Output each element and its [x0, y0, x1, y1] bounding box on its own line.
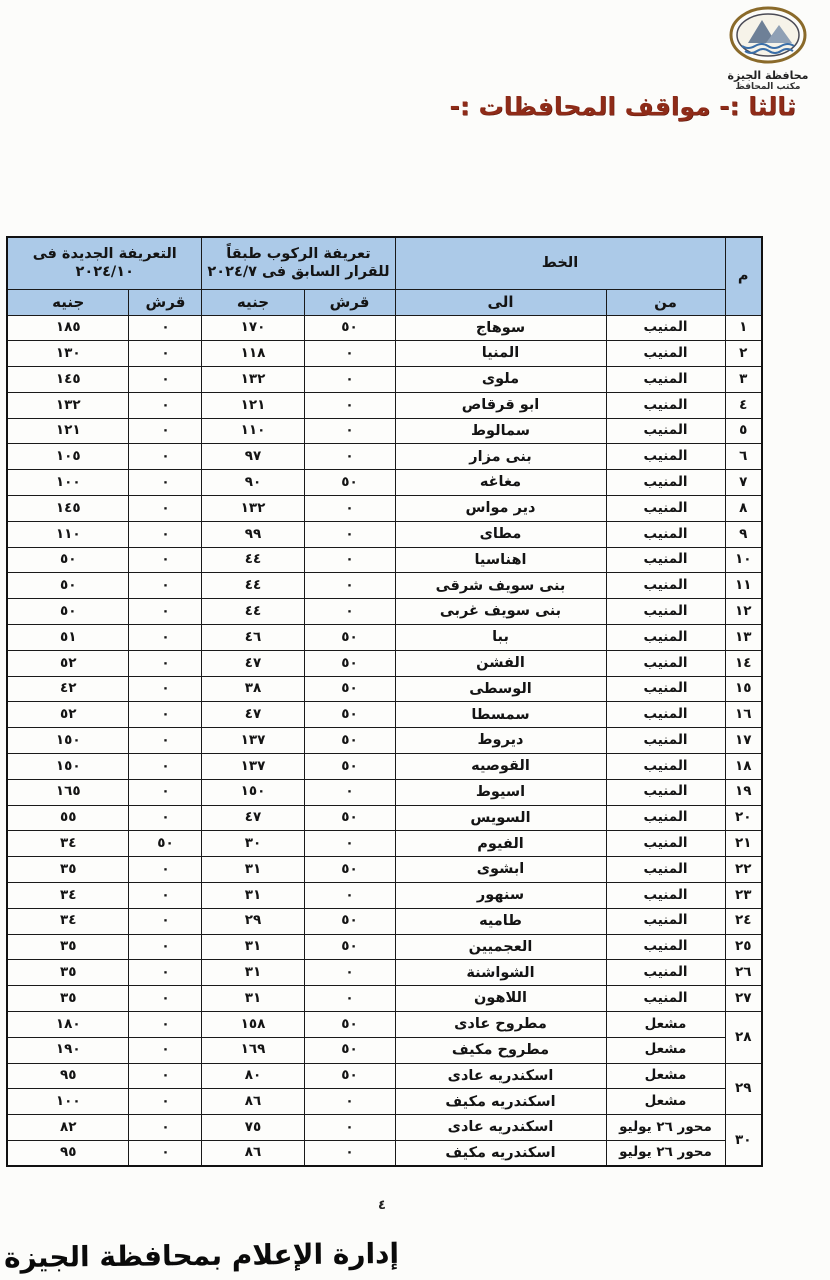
new-qirsh-cell: ٠	[129, 547, 202, 573]
new-genih-cell: ٤٢	[7, 676, 129, 702]
prev-genih-cell: ٢٩	[202, 908, 304, 934]
new-qirsh-cell: ٠	[129, 315, 202, 341]
table-row	[7, 392, 762, 418]
table-row	[7, 625, 762, 651]
row-number-cell: ١٤	[725, 650, 762, 676]
from-cell: المنيب	[606, 986, 725, 1012]
header-row-number: م	[725, 237, 762, 315]
logo-text-office: مكتب المحافظ	[735, 82, 801, 92]
prev-qirsh-cell: ٥٠	[304, 1063, 395, 1089]
new-genih-cell: ٣٥	[7, 857, 129, 883]
new-genih-cell: ٥٥	[7, 805, 129, 831]
prev-genih-cell: ٣١	[202, 883, 304, 909]
to-cell: اسيوط	[395, 779, 606, 805]
new-qirsh-cell: ٥٠	[129, 831, 202, 857]
table-row	[7, 883, 762, 909]
new-genih-cell: ١٨٥	[7, 315, 129, 341]
from-cell: محور ٢٦ يوليو	[606, 1141, 725, 1167]
row-number-cell: ٢١	[725, 831, 762, 857]
from-cell: المنيب	[606, 908, 725, 934]
prev-qirsh-cell: ٠	[304, 831, 395, 857]
prev-genih-cell: ١٣٢	[202, 496, 304, 522]
prev-genih-cell: ١٥٨	[202, 1012, 304, 1038]
prev-qirsh-cell: ٠	[304, 779, 395, 805]
giza-governorate-logo	[712, 6, 824, 92]
tariff-table-body	[7, 315, 762, 1166]
to-cell: مطاى	[395, 521, 606, 547]
new-qirsh-cell: ٠	[129, 857, 202, 883]
new-genih-cell: ١٠٥	[7, 444, 129, 470]
prev-genih-cell: ٣٨	[202, 676, 304, 702]
to-cell: الشواشنة	[395, 960, 606, 986]
to-cell: المنيا	[395, 341, 606, 367]
prev-genih-cell: ٣٠	[202, 831, 304, 857]
prev-qirsh-cell: ٥٠	[304, 1037, 395, 1063]
from-cell: المنيب	[606, 599, 725, 625]
table-row	[7, 573, 762, 599]
to-cell: سوهاج	[395, 315, 606, 341]
prev-qirsh-cell: ٠	[304, 599, 395, 625]
from-cell: المنيب	[606, 650, 725, 676]
new-genih-cell: ٥٠	[7, 547, 129, 573]
from-cell: مشعل	[606, 1063, 725, 1089]
prev-qirsh-cell: ٥٠	[304, 908, 395, 934]
row-number-cell: ١٢	[725, 599, 762, 625]
table-row	[7, 315, 762, 341]
table-row	[7, 857, 762, 883]
from-cell: المنيب	[606, 496, 725, 522]
from-cell: المنيب	[606, 392, 725, 418]
header-new-tariff: التعريفة الجديدة فى ٢٠٢٤/١٠	[7, 237, 202, 289]
new-genih-cell: ١٢١	[7, 418, 129, 444]
table-row	[7, 599, 762, 625]
row-number-cell: ١٦	[725, 702, 762, 728]
new-genih-cell: ١٦٥	[7, 779, 129, 805]
new-qirsh-cell: ٠	[129, 779, 202, 805]
table-row	[7, 676, 762, 702]
to-cell: مغاغه	[395, 470, 606, 496]
to-cell: بنى سويف شرقى	[395, 573, 606, 599]
from-cell: المنيب	[606, 676, 725, 702]
to-cell: طاميه	[395, 908, 606, 934]
row-number-cell: ١٥	[725, 676, 762, 702]
new-genih-cell: ٩٥	[7, 1063, 129, 1089]
new-genih-cell: ١٥٠	[7, 728, 129, 754]
new-genih-cell: ٣٤	[7, 883, 129, 909]
from-cell: مشعل	[606, 1089, 725, 1115]
pyramids-crest-icon	[728, 6, 808, 68]
from-cell: المنيب	[606, 960, 725, 986]
prev-genih-cell: ٤٧	[202, 650, 304, 676]
row-number-cell: ١٩	[725, 779, 762, 805]
row-number-cell: ١٣	[725, 625, 762, 651]
new-qirsh-cell: ٠	[129, 702, 202, 728]
row-number-cell: ١١	[725, 573, 762, 599]
new-genih-cell: ١١٠	[7, 521, 129, 547]
table-row	[7, 521, 762, 547]
to-cell: سمسطا	[395, 702, 606, 728]
prev-genih-cell: ١٣٢	[202, 367, 304, 393]
header-previous-tariff: تعريفة الركوب طبقاً للقرار السابق فى ٢٠٢٤/٧	[202, 237, 395, 289]
prev-genih-cell: ١١٨	[202, 341, 304, 367]
prev-qirsh-cell: ٠	[304, 418, 395, 444]
prev-qirsh-cell: ٥٠	[304, 934, 395, 960]
new-qirsh-cell: ٠	[129, 470, 202, 496]
new-genih-cell: ٣٥	[7, 934, 129, 960]
prev-qirsh-cell: ٥٠	[304, 470, 395, 496]
table-row	[7, 1012, 762, 1038]
prev-qirsh-cell: ٥٠	[304, 1012, 395, 1038]
prev-genih-cell: ٣١	[202, 960, 304, 986]
prev-genih-cell: ١٦٩	[202, 1037, 304, 1063]
prev-genih-cell: ٩٧	[202, 444, 304, 470]
table-row	[7, 908, 762, 934]
tariff-table	[6, 236, 763, 1167]
to-cell: اهناسيا	[395, 547, 606, 573]
from-cell: المنيب	[606, 702, 725, 728]
prev-genih-cell: ٤٦	[202, 625, 304, 651]
prev-genih-cell: ٧٥	[202, 1115, 304, 1141]
prev-qirsh-cell: ٠	[304, 392, 395, 418]
to-cell: اسكندريه عادى	[395, 1115, 606, 1141]
from-cell: المنيب	[606, 754, 725, 780]
table-row	[7, 1063, 762, 1089]
new-qirsh-cell: ٠	[129, 650, 202, 676]
to-cell: بنى مزار	[395, 444, 606, 470]
from-cell: المنيب	[606, 547, 725, 573]
from-cell: المنيب	[606, 831, 725, 857]
new-genih-cell: ١٨٠	[7, 1012, 129, 1038]
table-row	[7, 650, 762, 676]
prev-qirsh-cell: ٠	[304, 367, 395, 393]
prev-qirsh-cell: ٠	[304, 547, 395, 573]
header-from: من	[606, 289, 725, 315]
to-cell: الوسطى	[395, 676, 606, 702]
prev-genih-cell: ٨٦	[202, 1089, 304, 1115]
new-genih-cell: ١٣٢	[7, 392, 129, 418]
logo-text-governorate: محافظة الجيزة	[727, 69, 809, 82]
table-row	[7, 1037, 762, 1063]
new-qirsh-cell: ٠	[129, 625, 202, 651]
from-cell: المنيب	[606, 444, 725, 470]
new-qirsh-cell: ٠	[129, 960, 202, 986]
to-cell: سمالوط	[395, 418, 606, 444]
row-number-cell: ٢٥	[725, 934, 762, 960]
new-qirsh-cell: ٠	[129, 521, 202, 547]
to-cell: اسكندريه مكيف	[395, 1089, 606, 1115]
from-cell: المنيب	[606, 625, 725, 651]
prev-genih-cell: ٣١	[202, 986, 304, 1012]
prev-qirsh-cell: ٠	[304, 444, 395, 470]
table-row	[7, 367, 762, 393]
prev-genih-cell: ٩٩	[202, 521, 304, 547]
new-qirsh-cell: ٠	[129, 341, 202, 367]
prev-genih-cell: ٣١	[202, 934, 304, 960]
new-qirsh-cell: ٠	[129, 496, 202, 522]
from-cell: المنيب	[606, 883, 725, 909]
to-cell: ابشوى	[395, 857, 606, 883]
to-cell: اللاهون	[395, 986, 606, 1012]
new-qirsh-cell: ٠	[129, 392, 202, 418]
from-cell: المنيب	[606, 573, 725, 599]
prev-qirsh-cell: ٠	[304, 960, 395, 986]
to-cell: العجميين	[395, 934, 606, 960]
to-cell: الفشن	[395, 650, 606, 676]
prev-qirsh-cell: ٥٠	[304, 625, 395, 651]
new-genih-cell: ١٠٠	[7, 470, 129, 496]
row-number-cell: ٢٧	[725, 986, 762, 1012]
prev-genih-cell: ٩٠	[202, 470, 304, 496]
table-row	[7, 779, 762, 805]
from-cell: المنيب	[606, 521, 725, 547]
table-row	[7, 341, 762, 367]
to-cell: مطروح عادى	[395, 1012, 606, 1038]
table-row	[7, 496, 762, 522]
new-genih-cell: ١٤٥	[7, 367, 129, 393]
new-qirsh-cell: ٠	[129, 986, 202, 1012]
from-cell: المنيب	[606, 934, 725, 960]
prev-qirsh-cell: ٥٠	[304, 857, 395, 883]
table-row	[7, 754, 762, 780]
prev-qirsh-cell: ٠	[304, 986, 395, 1012]
row-number-cell: ٢٩	[725, 1063, 762, 1115]
from-cell: المنيب	[606, 857, 725, 883]
row-number-cell: ١٧	[725, 728, 762, 754]
from-cell: المنيب	[606, 779, 725, 805]
table-row	[7, 960, 762, 986]
prev-genih-cell: ٣١	[202, 857, 304, 883]
table-row	[7, 805, 762, 831]
header-line: الخط	[395, 237, 725, 289]
new-qirsh-cell: ٠	[129, 599, 202, 625]
table-row	[7, 728, 762, 754]
prev-genih-cell: ٤٤	[202, 547, 304, 573]
new-genih-cell: ٣٤	[7, 831, 129, 857]
new-qirsh-cell: ٠	[129, 1037, 202, 1063]
new-qirsh-cell: ٠	[129, 883, 202, 909]
from-cell: مشعل	[606, 1037, 725, 1063]
to-cell: القوصيه	[395, 754, 606, 780]
from-cell: المنيب	[606, 805, 725, 831]
row-number-cell: ٢٠	[725, 805, 762, 831]
new-qirsh-cell: ٠	[129, 367, 202, 393]
prev-genih-cell: ٤٤	[202, 599, 304, 625]
row-number-cell: ١٠	[725, 547, 762, 573]
new-genih-cell: ١٩٠	[7, 1037, 129, 1063]
new-qirsh-cell: ٠	[129, 573, 202, 599]
new-qirsh-cell: ٠	[129, 934, 202, 960]
new-qirsh-cell: ٠	[129, 444, 202, 470]
table-row	[7, 1141, 762, 1167]
prev-qirsh-cell: ٠	[304, 1089, 395, 1115]
from-cell: مشعل	[606, 1012, 725, 1038]
page-number: ٤	[378, 1198, 386, 1213]
prev-qirsh-cell: ٠	[304, 1141, 395, 1167]
prev-genih-cell: ١٥٠	[202, 779, 304, 805]
prev-genih-cell: ٤٧	[202, 702, 304, 728]
new-qirsh-cell: ٠	[129, 1063, 202, 1089]
table-row	[7, 418, 762, 444]
prev-qirsh-cell: ٠	[304, 1115, 395, 1141]
prev-genih-cell: ٨٠	[202, 1063, 304, 1089]
table-row	[7, 1115, 762, 1141]
row-number-cell: ٢٦	[725, 960, 762, 986]
new-genih-cell: ٥١	[7, 625, 129, 651]
new-genih-cell: ٥٠	[7, 599, 129, 625]
new-qirsh-cell: ٠	[129, 1012, 202, 1038]
prev-qirsh-cell: ٠	[304, 496, 395, 522]
table-row	[7, 934, 762, 960]
from-cell: المنيب	[606, 341, 725, 367]
new-qirsh-cell: ٠	[129, 754, 202, 780]
prev-qirsh-cell: ٥٠	[304, 676, 395, 702]
prev-qirsh-cell: ٠	[304, 883, 395, 909]
row-number-cell: ٣	[725, 367, 762, 393]
new-genih-cell: ٣٥	[7, 960, 129, 986]
prev-qirsh-cell: ٥٠	[304, 754, 395, 780]
prev-qirsh-cell: ٥٠	[304, 315, 395, 341]
prev-genih-cell: ٤٧	[202, 805, 304, 831]
table-row	[7, 1089, 762, 1115]
prev-genih-cell: ١١٠	[202, 418, 304, 444]
table-row	[7, 986, 762, 1012]
prev-qirsh-cell: ٥٠	[304, 702, 395, 728]
to-cell: ديروط	[395, 728, 606, 754]
new-genih-cell: ١٠٠	[7, 1089, 129, 1115]
new-genih-cell: ٩٥	[7, 1141, 129, 1167]
new-qirsh-cell: ٠	[129, 1141, 202, 1167]
new-genih-cell: ١٤٥	[7, 496, 129, 522]
row-number-cell: ٢٨	[725, 1012, 762, 1064]
to-cell: ملوى	[395, 367, 606, 393]
new-qirsh-cell: ٠	[129, 676, 202, 702]
prev-qirsh-cell: ٥٠	[304, 650, 395, 676]
row-number-cell: ٣٠	[725, 1115, 762, 1167]
prev-qirsh-cell: ٠	[304, 573, 395, 599]
to-cell: بنى سويف غربى	[395, 599, 606, 625]
prev-genih-cell: ٨٦	[202, 1141, 304, 1167]
to-cell: الفيوم	[395, 831, 606, 857]
new-genih-cell: ٣٥	[7, 986, 129, 1012]
row-number-cell: ١	[725, 315, 762, 341]
footer-department: إدارة الإعلام بمحافظة الجيزة	[3, 1236, 400, 1275]
new-genih-cell: ٥٠	[7, 573, 129, 599]
row-number-cell: ١٨	[725, 754, 762, 780]
table-row	[7, 547, 762, 573]
prev-genih-cell: ١٧٠	[202, 315, 304, 341]
header-prev-qirsh: قرش	[304, 289, 395, 315]
table-row	[7, 444, 762, 470]
row-number-cell: ٩	[725, 521, 762, 547]
row-number-cell: ٨	[725, 496, 762, 522]
header-new-qirsh: قرش	[129, 289, 202, 315]
to-cell: السويس	[395, 805, 606, 831]
new-qirsh-cell: ٠	[129, 1089, 202, 1115]
header-new-genih: جنيه	[7, 289, 129, 315]
to-cell: مطروح مكيف	[395, 1037, 606, 1063]
to-cell: دير مواس	[395, 496, 606, 522]
row-number-cell: ٤	[725, 392, 762, 418]
prev-qirsh-cell: ٠	[304, 341, 395, 367]
from-cell: محور ٢٦ يوليو	[606, 1115, 725, 1141]
row-number-cell: ٥	[725, 418, 762, 444]
row-number-cell: ٧	[725, 470, 762, 496]
table-row	[7, 702, 762, 728]
prev-genih-cell: ١٣٧	[202, 754, 304, 780]
to-cell: ببا	[395, 625, 606, 651]
from-cell: المنيب	[606, 470, 725, 496]
new-qirsh-cell: ٠	[129, 908, 202, 934]
new-qirsh-cell: ٠	[129, 418, 202, 444]
row-number-cell: ٢٤	[725, 908, 762, 934]
new-genih-cell: ١٣٠	[7, 341, 129, 367]
new-genih-cell: ٣٤	[7, 908, 129, 934]
new-qirsh-cell: ٠	[129, 1115, 202, 1141]
new-qirsh-cell: ٠	[129, 805, 202, 831]
header-to: الى	[395, 289, 606, 315]
section-title: ثالثا :- مواقف المحافظات :-	[449, 92, 796, 121]
prev-qirsh-cell: ٥٠	[304, 805, 395, 831]
prev-genih-cell: ١٢١	[202, 392, 304, 418]
from-cell: المنيب	[606, 315, 725, 341]
header-prev-genih: جنيه	[202, 289, 304, 315]
prev-qirsh-cell: ٥٠	[304, 728, 395, 754]
row-number-cell: ٢٣	[725, 883, 762, 909]
to-cell: اسكندريه مكيف	[395, 1141, 606, 1167]
prev-genih-cell: ٤٤	[202, 573, 304, 599]
new-genih-cell: ٥٢	[7, 650, 129, 676]
prev-genih-cell: ١٣٧	[202, 728, 304, 754]
tariff-table-head	[7, 237, 762, 315]
table-row	[7, 831, 762, 857]
to-cell: سنهور	[395, 883, 606, 909]
new-genih-cell: ٨٢	[7, 1115, 129, 1141]
new-qirsh-cell: ٠	[129, 728, 202, 754]
prev-qirsh-cell: ٠	[304, 521, 395, 547]
table-row	[7, 470, 762, 496]
new-genih-cell: ١٥٠	[7, 754, 129, 780]
from-cell: المنيب	[606, 728, 725, 754]
to-cell: اسكندريه عادى	[395, 1063, 606, 1089]
row-number-cell: ٢٢	[725, 857, 762, 883]
row-number-cell: ٦	[725, 444, 762, 470]
from-cell: المنيب	[606, 418, 725, 444]
new-genih-cell: ٥٢	[7, 702, 129, 728]
to-cell: ابو قرقاص	[395, 392, 606, 418]
from-cell: المنيب	[606, 367, 725, 393]
row-number-cell: ٢	[725, 341, 762, 367]
